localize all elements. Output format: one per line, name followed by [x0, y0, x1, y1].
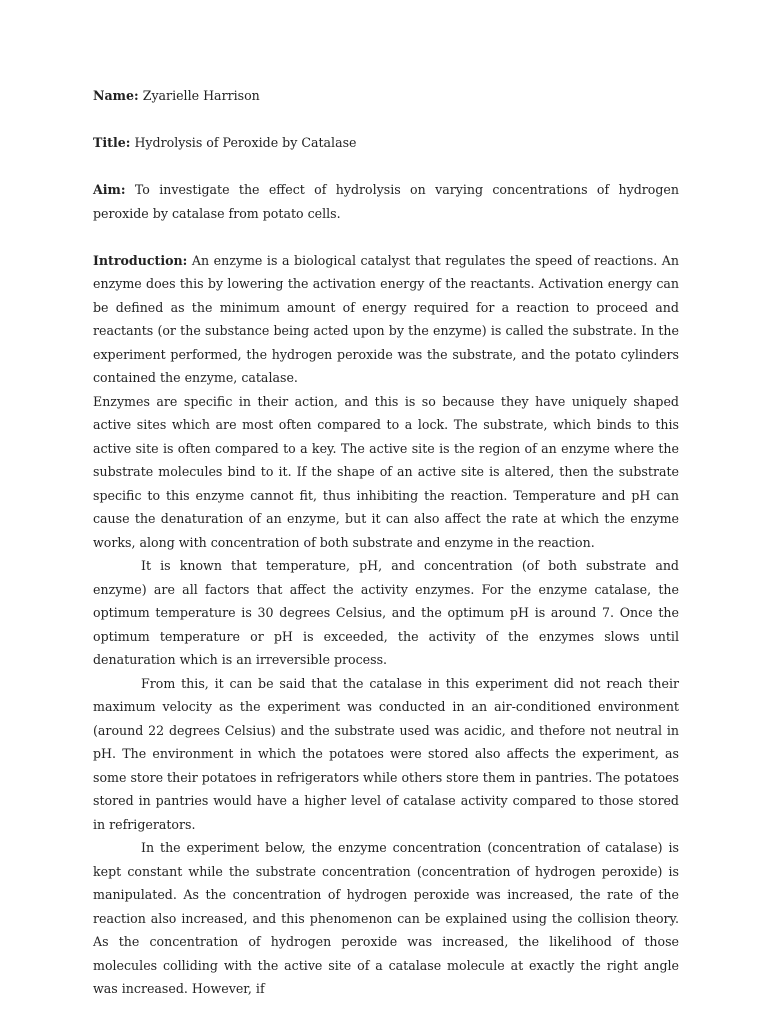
title-value: Hydrolysis of Peroxide by Catalase [134, 135, 357, 150]
introduction-text: An enzyme is a biological catalyst that regulates the speed of reactions. An enzyme does this by lowering the activation energy of the reactants. Activation energy can be defined as the minimum amount of energy required for a reaction to proceed and reactants (or the substance being acted upon by the enzyme) is called the substrate. In the experiment performed, the hydrogen peroxide was the substrate, and the potato cylinders contained the enzyme, catalase. [93, 252, 679, 385]
aim-label: Aim: [93, 182, 126, 197]
body-paragraph-enzyme-specificity: Enzymes are specific in their action, and this is so because they have uniquely shaped active sites which are most often compared to a lock. The substrate, which binds to this active site is often compared to a key. The active site is the region of an enzyme where the substrate molecules bind to it. If the shape of an active site is altered, then the substrate specific to this enzyme cannot fit, thus inhibiting the reaction. Temperature and pH can cause the denaturation of an enzyme, but it can also affect the rate at which the enzyme works, along with concentration of both substrate and enzyme in the reaction. [93, 393, 679, 550]
document-page [93, 84, 679, 1001]
introduction-label: Introduction: [93, 252, 188, 268]
name-value: Zyarielle Harrison [142, 88, 260, 103]
body-paragraph-conditions: From this, it can be said that the catalase in this experiment did not reach their maximum velocity as the experiment was conducted in an air-conditioned environment (around 22 degrees Celsius) and the substrate used was acidic, and thefore not neutral in pH. The environment in which the potatoes were stored also affects the experiment, as some store their potatoes in refrigerators while others store them in pantries. The potatoes stored in pantries would have a higher level of catalase activity compared to those stored in refrigerators. [93, 675, 679, 832]
name-line [93, 84, 679, 108]
title-line [93, 131, 679, 155]
introduction-paragraph [93, 249, 679, 390]
body-paragraph-experiment: In the experiment below, the enzyme concentration (concentration of catalase) is kept constant while the substrate concentration (concentration of hydrogen peroxide) is manipulated. As the concentration of hydrogen peroxide was increased, the rate of the reaction also increased, and this phenomenon can be explained using the collision theory. As the concentration of hydrogen peroxide was increased, the likelihood of those molecules colliding with the active site of a catalase molecule at exactly the right angle was increased. However, if [93, 840, 679, 996]
aim-paragraph [93, 178, 679, 225]
title-label: Title: [93, 135, 131, 150]
name-label: Name: [93, 88, 139, 103]
aim-text: To investigate the effect of hydrolysis on varying concentrations of hydrogen peroxide by catalase from potato cells. [93, 182, 679, 221]
body-paragraph-factors: It is known that temperature, pH, and concentration (of both substrate and enzyme) are all factors that affect the activity enzymes. For the enzyme catalase, the optimum temperature is 30 degrees Celsius, and the optimum pH is around 7. Once the optimum temperature or pH is exceeded, the activity of the enzymes slows until denaturation which is an irreversible process. [93, 558, 679, 667]
